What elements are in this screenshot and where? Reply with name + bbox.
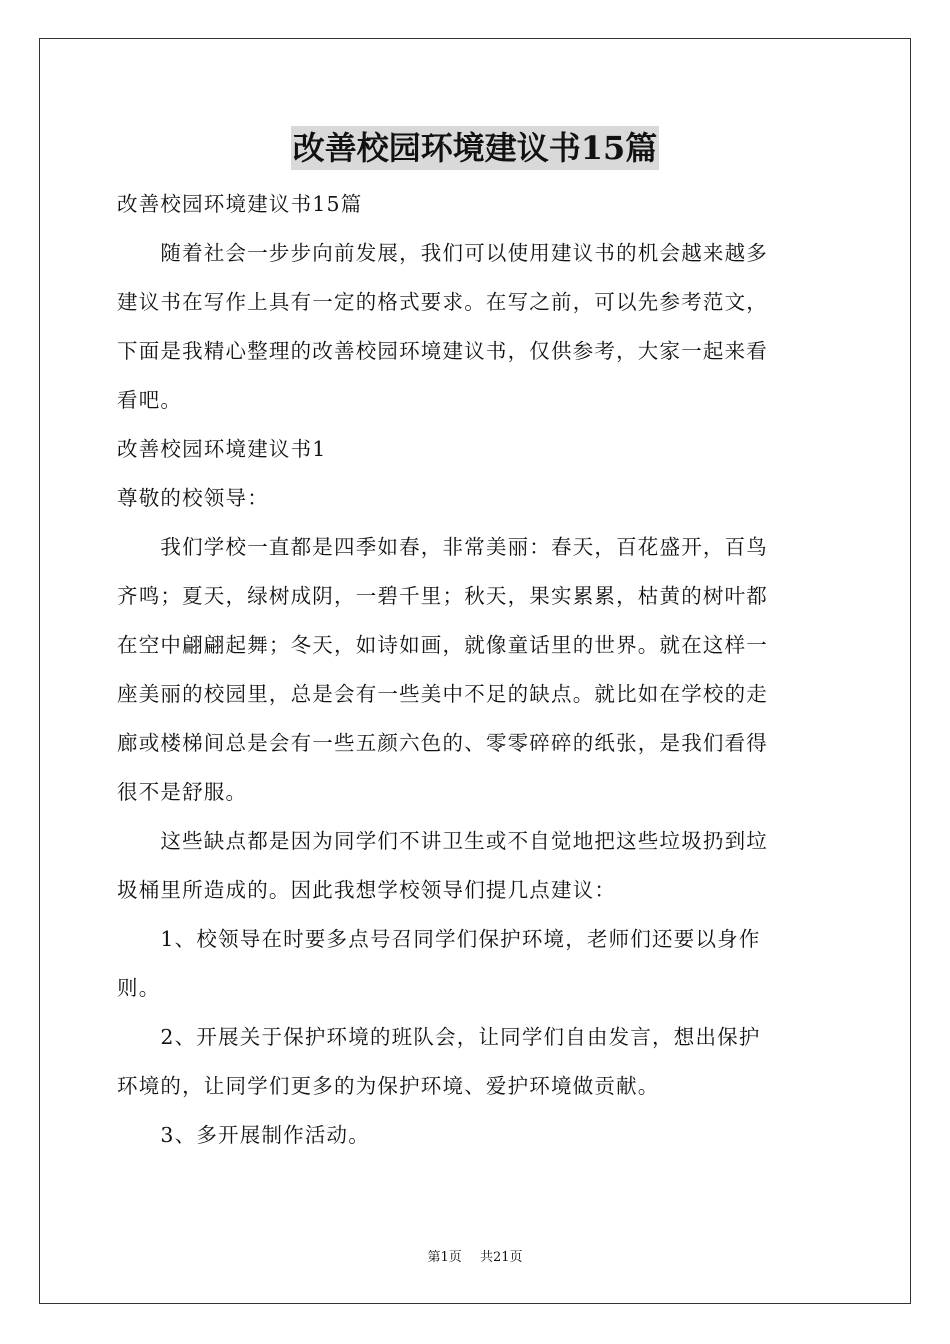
intro-paragraph-line: 下面是我精心整理的改善校园环境建议书，仅供参考，大家一起来看	[117, 339, 768, 363]
body-paragraph-line: 我们学校一直都是四季如春，非常美丽：春天，百花盛开，百鸟	[117, 535, 768, 559]
body-paragraph-line: 齐鸣；夏天，绿树成阴，一碧千里；秋天，果实累累，枯黄的树叶都	[117, 584, 768, 608]
intro-paragraph-line: 建议书在写作上具有一定的格式要求。在写之前，可以先参考范文，	[117, 290, 768, 314]
suggestion-item-3: 3、多开展制作活动。	[117, 1123, 370, 1147]
body-paragraph-line: 圾桶里所造成的。因此我想学校领导们提几点建议：	[117, 878, 617, 902]
section-heading: 改善校园环境建议书1	[117, 437, 327, 461]
body-paragraph-line: 这些缺点都是因为同学们不讲卫生或不自觉地把这些垃圾扔到垃	[117, 829, 768, 853]
page-footer	[0, 1246, 950, 1265]
salutation: 尊敬的校领导：	[117, 486, 269, 510]
intro-paragraph-line: 随着社会一步步向前发展，我们可以使用建议书的机会越来越多	[117, 241, 768, 265]
title-container	[0, 126, 950, 170]
body-paragraph-line: 廊或楼梯间总是会有一些五颜六色的、零零碎碎的纸张，是我们看得	[117, 731, 768, 755]
suggestion-item-2: 环境的，让同学们更多的为保护环境、爱护环境做贡献。	[117, 1074, 660, 1098]
suggestion-item-1: 则。	[117, 976, 161, 1000]
page-total: 共21页	[479, 1250, 523, 1265]
body-paragraph-line: 很不是舒服。	[117, 780, 248, 804]
suggestion-item-1: 1、校领导在时要多点号召同学们保护环境，老师们还要以身作	[117, 927, 761, 951]
page-number: 第1页	[427, 1250, 462, 1265]
document-body	[117, 180, 833, 1160]
body-paragraph-line: 座美丽的校园里，总是会有一些美中不足的缺点。就比如在学校的走	[117, 682, 768, 706]
subtitle-line: 改善校园环境建议书15篇	[117, 192, 363, 216]
body-paragraph-line: 在空中翩翩起舞；冬天，如诗如画，就像童话里的世界。就在这样一	[117, 633, 768, 657]
intro-paragraph-line: 看吧。	[117, 388, 183, 412]
document-title: 改善校园环境建议书15篇	[291, 126, 660, 170]
suggestion-item-2: 2、开展关于保护环境的班队会，让同学们自由发言，想出保护	[117, 1025, 761, 1049]
